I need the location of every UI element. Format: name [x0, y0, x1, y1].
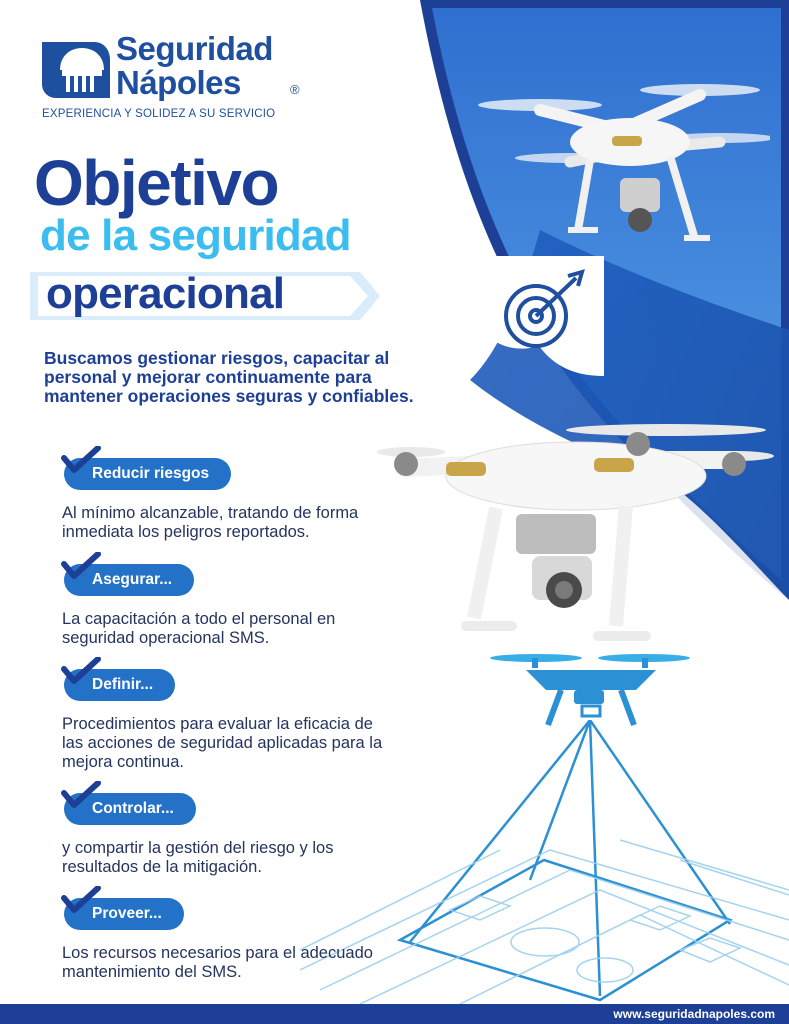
objective-desc: y compartir la gestión del riesgo y los resultados de la mitigación. [62, 839, 334, 876]
title-line1: Objetivo [34, 147, 279, 219]
objective-label: Proveer... [92, 905, 162, 922]
drone-icon [486, 650, 696, 735]
objective-label: Controlar... [92, 800, 174, 817]
title-line2: de la seguridad [40, 211, 351, 260]
objective-desc: Al mínimo alcanzable, tratando de forma inmediata los peligros reportados. [62, 504, 359, 541]
check-icon [60, 781, 102, 811]
objective-label: Definir... [92, 676, 154, 693]
objective-desc: La capacitación a todo el personal en seguridad operacional SMS. [62, 610, 336, 647]
objective-desc: Procedimientos para evaluar la eficacia de las acciones de seguridad aplicadas para la mejora continua. [62, 715, 383, 771]
objective-item [62, 458, 392, 542]
objective-pill [64, 898, 184, 930]
check-icon [60, 657, 102, 687]
brand-name [116, 32, 273, 100]
objective-pill [64, 564, 194, 596]
drone-icon [470, 80, 770, 250]
objective-item [62, 564, 392, 648]
brand-name-line2: Nápoles [116, 64, 241, 101]
objective-item [62, 793, 392, 877]
objective-label: Asegurar... [92, 571, 173, 588]
brand-name-line1: Seguridad [116, 30, 273, 67]
drone-icon [376, 418, 776, 646]
objective-pill [64, 669, 175, 701]
building-logo-icon [42, 34, 110, 98]
intro-text: Buscamos gestionar riesgos, capacitar al personal y mejorar continuamente para mantener operaciones seguras y confiables. [44, 348, 414, 406]
target-icon [464, 246, 614, 396]
objective-item [62, 898, 392, 982]
title-line3: operacional [46, 269, 285, 318]
check-icon [60, 446, 102, 476]
objective-pill [64, 458, 231, 490]
objective-label: Reducir riesgos [92, 465, 210, 482]
registered-mark: ® [290, 82, 300, 97]
objective-pill [64, 793, 196, 825]
brand-tagline: EXPERIENCIA Y SOLIDEZ A SU SERVICIO [42, 108, 276, 120]
check-icon [60, 552, 102, 582]
check-icon [60, 886, 102, 916]
objective-desc: Los recursos necesarios para el adecuado mantenimiento del SMS. [62, 944, 373, 981]
footer-website-link[interactable]: www.seguridadnapoles.com [613, 1007, 775, 1021]
objective-item [62, 669, 392, 772]
